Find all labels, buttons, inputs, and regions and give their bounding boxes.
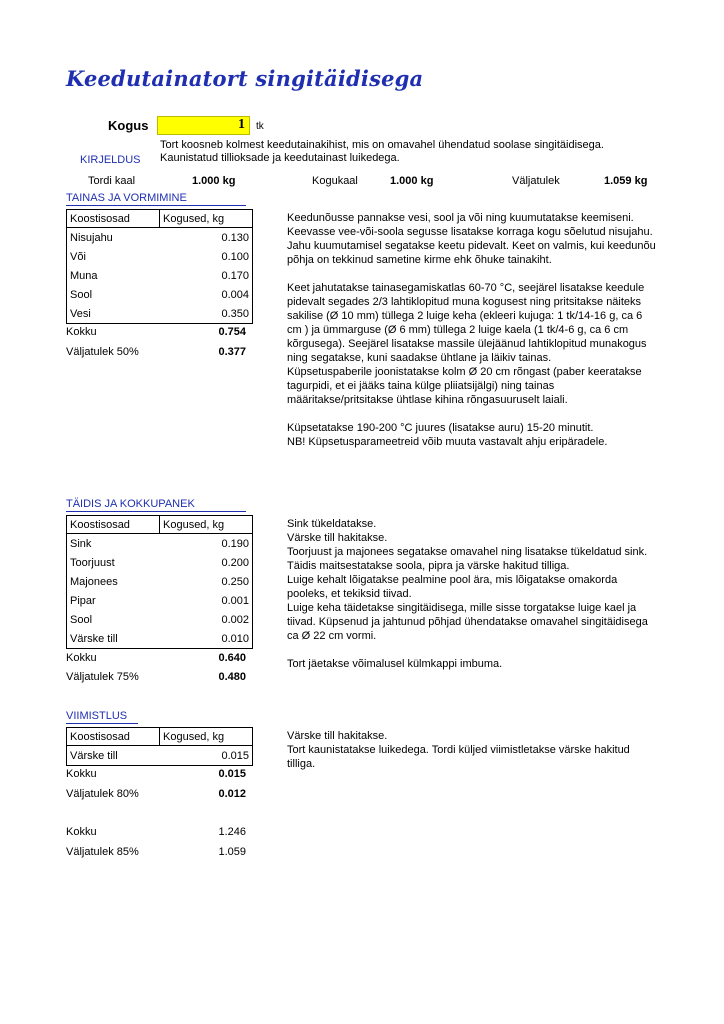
ingredient-name: Vesi: [67, 304, 160, 324]
ingredient-name: Värske till: [67, 746, 160, 766]
instruction-paragraph: NB! Küpsetusparameetreid võib muuta vastavalt ahju eripäradele.: [287, 436, 608, 448]
final-yield-row: [66, 846, 246, 860]
instruction-paragraph: Küpsetatakse 190-200 °C juures (lisatakse auru) 15-20 minutit.: [287, 422, 594, 434]
ingredient-name: Muna: [67, 266, 160, 285]
ingredient-name: Toorjuust: [67, 553, 160, 572]
ingredient-amount: 0.350: [160, 304, 253, 324]
instruction-paragraph: Küpsetuspaberile joonistatakse kolm Ø 20 cm rõngast (paber keeratakse tagurpidi, et ei jääks taina külge pliiatsijälgi) ning tainas määritakse/pritsitakse ühtlase kihina rõngasuuruselt laiali.: [287, 366, 642, 406]
ingredient-amount: 0.200: [160, 553, 253, 572]
ingredient-amount: 0.010: [160, 629, 253, 649]
ingredient-name: Sink: [67, 534, 160, 554]
page-title: Keedutainatort singitäidisega: [66, 66, 424, 91]
instruction-paragraph: Tort jäetakse võimalusel külmkappi imbuma.: [287, 658, 503, 670]
total-label: Kokku: [66, 768, 97, 780]
column-header: Kogused, kg: [160, 728, 253, 746]
instruction-paragraph: Sink tükeldatakse.: [287, 518, 377, 530]
kirjeldus-label: KIRJELDUS: [80, 154, 141, 166]
table-row: [67, 572, 253, 591]
ingredient-name: Sool: [67, 610, 160, 629]
section-title-taidis: TÄIDIS JA KOKKUPANEK: [66, 498, 246, 512]
ingredient-amount: 0.130: [160, 228, 253, 248]
yield-label: Väljatulek 75%: [66, 671, 139, 683]
ingredient-name: Majonees: [67, 572, 160, 591]
total-value: 0.015: [218, 768, 246, 780]
table-row: [67, 285, 253, 304]
ingredient-amount: 0.004: [160, 285, 253, 304]
ingredient-amount: 0.100: [160, 247, 253, 266]
ingredient-name: Nisujahu: [67, 228, 160, 248]
ingredients-table-taidis: [66, 515, 253, 649]
table-row: [67, 247, 253, 266]
ingredients-table-viimistlus: [66, 727, 253, 766]
tordi-kaal-value: 1.000 kg: [192, 175, 236, 187]
total-row: [66, 652, 246, 666]
instruction-paragraph: Värske till hakitakse.: [287, 730, 388, 742]
yield-label: Väljatulek 80%: [66, 788, 139, 800]
ingredient-amount: 0.190: [160, 534, 253, 554]
ingredient-amount: 0.250: [160, 572, 253, 591]
instructions-tainas: [287, 211, 657, 449]
column-header: Koostisosad: [67, 728, 160, 746]
ingredient-name: Sool: [67, 285, 160, 304]
table-row: [67, 746, 253, 766]
instructions-viimistlus: [287, 729, 657, 771]
kogus-unit: tk: [256, 121, 264, 132]
table-row: [67, 553, 253, 572]
table-row: [67, 228, 253, 248]
valjatulek-value: 1.059 kg: [604, 175, 648, 187]
instruction-paragraph: Toorjuust ja majonees segatakse omavahel ning lisatakse tükeldatud sink. Täidis maitsestatakse soola, pipra ja värske hakitud tilliga.: [287, 546, 648, 572]
total-label: Kokku: [66, 652, 97, 664]
table-row: [67, 304, 253, 324]
final-yield-value: 1.059: [218, 846, 246, 858]
instruction-paragraph: Värske till hakitakse.: [287, 532, 388, 544]
instruction-paragraph: Tort kaunistatakse luikedega. Tordi küljed viimistletakse värske hakitud tilliga.: [287, 744, 630, 770]
ingredient-amount: 0.170: [160, 266, 253, 285]
final-total-value: 1.246: [218, 826, 246, 838]
yield-row: [66, 788, 246, 802]
ingredients-table-tainas: [66, 209, 253, 324]
instruction-paragraph: Luige keha täidetakse singitäidisega, mille sisse torgatakse luige kael ja tiivad. Küpsenud ja jahtunud põhjad ühendatakse omavahel singitäidisega ca Ø 22 cm vormi.: [287, 602, 648, 642]
yield-label: Väljatulek 50%: [66, 346, 139, 358]
total-row: [66, 326, 246, 340]
instruction-paragraph: Keedunõusse pannakse vesi, sool ja või ning kuumutatakse keemiseni. Keevasse vee-või-soola segusse lisatakse korraga kogu sõelutud nisujahu. Jahu kuumutamisel segatakse keetu pidevalt. Keet on valmis, kui keedunõu põhja on tekkinud sametine kirme ehk õhuke tainakiht.: [287, 212, 656, 266]
total-value: 0.640: [218, 652, 246, 664]
tordi-kaal-label: Tordi kaal: [88, 175, 136, 187]
kogus-value: 1: [238, 117, 245, 132]
yield-row: [66, 346, 246, 360]
column-header: Kogused, kg: [160, 516, 253, 534]
instruction-paragraph: Luige kehalt lõigatakse pealmine pool ära, mis lõigatakse omakorda pooleks, et tekiksid tiivad.: [287, 574, 618, 600]
ingredient-amount: 0.015: [160, 746, 253, 766]
ingredient-amount: 0.001: [160, 591, 253, 610]
final-total-label: Kokku: [66, 826, 97, 838]
total-row: [66, 768, 246, 782]
table-row: [67, 534, 253, 554]
instruction-paragraph: Keet jahutatakse tainasegamiskatlas 60-70 °C, seejärel lisatakse keedule pidevalt segades 2/3 lahtiklopitud muna kogusest ning pritsitakse näiteks sakilise (Ø 10 mm) tüllega 2 luige keha (ekleeri kujuga: 1 tk/14-16 g, ca 6 cm ) ja ümmarguse (Ø 6 mm) tüllega 2 luige kaela (1 tk/4-6 g, ca 6 cm kõrgusega). Seejärel lisatakse massile ülejäänud lahtiklopitud munakogus ning segatakse, kuni saadakse ühtlane ja läikiv tainas.: [287, 282, 647, 364]
yield-value: 0.012: [218, 788, 246, 800]
total-value: 0.754: [218, 326, 246, 338]
table-row: [67, 629, 253, 649]
column-header: Koostisosad: [67, 516, 160, 534]
table-row: [67, 266, 253, 285]
table-row: [67, 591, 253, 610]
table-row: [67, 610, 253, 629]
description-text: Tort koosneb kolmest keedutainakihist, mis on omavahel ühendatud soolase singitäidisega. Kaunistatud tillioksade ja keedutainast luikedega.: [160, 139, 604, 164]
column-header: Koostisosad: [67, 210, 160, 228]
section-title-tainas: TAINAS JA VORMIMINE: [66, 192, 246, 206]
kogukaal-label: Kogukaal: [312, 175, 358, 187]
section-title-viimistlus: VIIMISTLUS: [66, 710, 138, 724]
total-label: Kokku: [66, 326, 97, 338]
ingredient-name: Pipar: [67, 591, 160, 610]
final-yield-label: Väljatulek 85%: [66, 846, 139, 858]
yield-value: 0.480: [218, 671, 246, 683]
yield-value: 0.377: [218, 346, 246, 358]
yield-row: [66, 671, 246, 685]
instructions-taidis: [287, 517, 657, 671]
ingredient-name: Või: [67, 247, 160, 266]
valjatulek-label: Väljatulek: [512, 175, 560, 187]
kogus-label: Kogus: [108, 118, 149, 133]
ingredient-amount: 0.002: [160, 610, 253, 629]
column-header: Kogused, kg: [160, 210, 253, 228]
kogukaal-value: 1.000 kg: [390, 175, 434, 187]
ingredient-name: Värske till: [67, 629, 160, 649]
kogus-input[interactable]: [157, 116, 250, 135]
final-total-row: [66, 826, 246, 840]
